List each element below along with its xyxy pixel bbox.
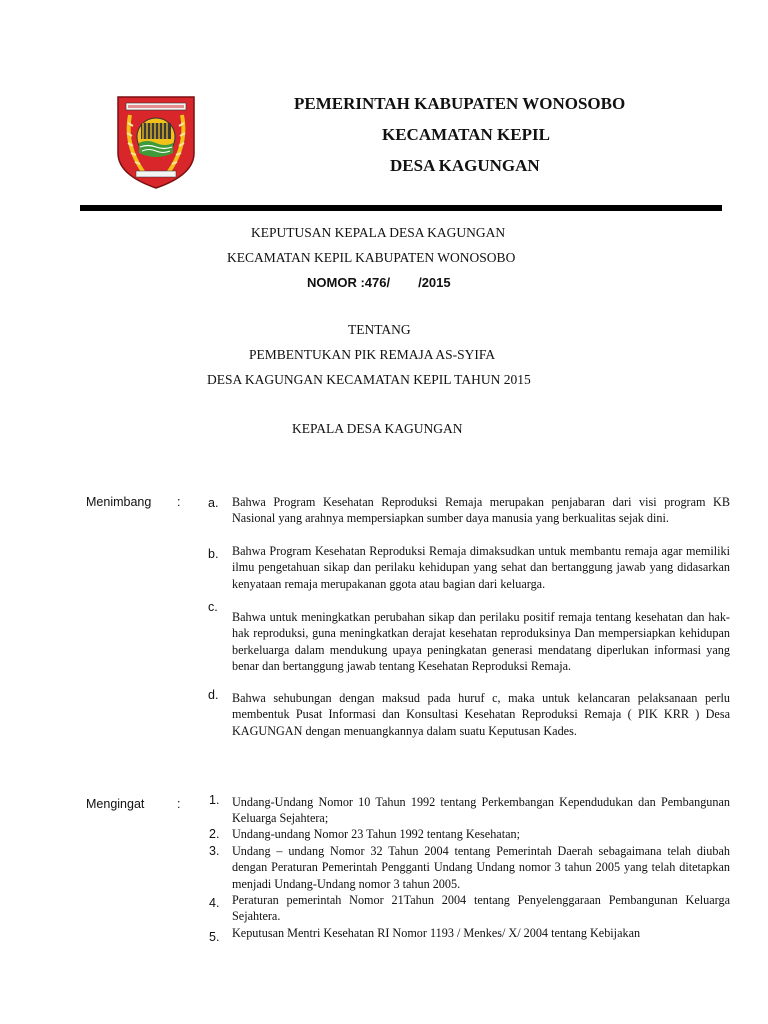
menimbang-item: Bahwa Program Kesehatan Reproduksi Remaja dimaksudkan untuk membantu remaja agar memiliki ilmu pengetahuan sikap dan perilaku kehidupan yang sehat dan bertanggung jawab yang didasarkan kenyataan remaja merupakanan ggota atau bagian dari keluarga. [232,544,730,591]
menimbang-marker: c. [208,600,218,614]
mengingat-item: Undang-Undang Nomor 10 Tahun 1992 tentang Perkembangan Kependudukan dan Pembangunan Keluarga Sejahtera; [232,795,730,826]
menimbang-marker: d. [208,688,219,702]
menimbang-label: Menimbang [86,495,152,509]
mengingat-item: Keputusan Mentri Kesehatan RI Nomor 1193 / Menkes/ X/ 2004 tentang Kebijakan [232,926,641,940]
mengingat-item: Undang – undang Nomor 32 Tahun 2004 tentang Pemerintah Daerah sebagaimana telah diubah dengan Peraturan Pemerintah Pengganti Undang Undang nomor 3 tahun 2005 yang telah ditetapkan menjadi Undang-Undang nomor 3 tahun 2005. [232,844,730,891]
menimbang-marker: b. [208,547,219,561]
mengingat-marker: 2. [209,827,220,841]
decree-issuer: KEPALA DESA KAGUNGAN [292,421,463,436]
decree-subject-location: DESA KAGUNGAN KECAMATAN KEPIL TAHUN 2015 [207,372,531,387]
mengingat-item: Peraturan pemerintah Nomor 21Tahun 2004 tentang Penyelenggaraan Pembangunan Keluarga Sejahtera. [232,893,730,924]
decree-number-label: NOMOR :476/ [307,275,391,290]
menimbang-item: Bahwa Program Kesehatan Reproduksi Remaja merupakan penjabaran dari visi program KB Nasional yang arahnya mempersiapkan sumber daya manusia yang berkualitas sejak dini. [232,495,730,526]
mengingat-marker: 5. [209,930,220,944]
decree-subtitle: KECAMATAN KEPIL KABUPATEN WONOSOBO [227,250,516,265]
menimbang-item: Bahwa sehubungan dengan maksud pada huruf c, maka untuk kelancaran pelaksanaan perlu membentuk Pusat Informasi dan Konsultasi Kesehatan Reproduksi Remaja ( PIK KRR ) Desa KAGUNGAN dengan menuangkannya dalam suatu Keputusan Kades. [232,691,730,738]
decree-title: KEPUTUSAN KEPALA DESA KAGUNGAN [251,225,506,240]
mengingat-colon: : [177,797,181,811]
decree-number [0,275,768,290]
mengingat-label: Mengingat [86,797,145,811]
decree-subject: PEMBENTUKAN PIK REMAJA AS-SYIFA [249,347,496,362]
decree-number-year: /2015 [418,275,451,290]
letterhead-rule [80,205,722,211]
mengingat-marker: 1. [209,793,220,807]
mengingat-marker: 3. [209,844,220,858]
mengingat-marker: 4. [209,896,220,910]
mengingat-item: Undang-undang Nomor 23 Tahun 1992 tentang Kesehatan; [232,827,520,841]
menimbang-colon: : [177,495,181,509]
letterhead-district: KECAMATAN KEPIL [382,125,550,144]
decree-about-heading: TENTANG [348,322,411,337]
menimbang-marker: a. [208,496,219,510]
letterhead-village: DESA KAGUNGAN [390,156,540,175]
letterhead-government: PEMERINTAH KABUPATEN WONOSOBO [294,94,626,113]
menimbang-item: Bahwa untuk meningkatkan perubahan sikap dan perilaku positif remaja tentang kesehatan dan hak-hak reproduksi, guna meningkatkan derajat kesehatan reproduksinya Dan mempersiapkan kehidupan berkeluarga dalam mendukung upaya peningkatan generasi mendatang diperlukan informasi yang benar dan bertanggung jawab tentang Kesehatan Reproduksi Remaja. [232,610,730,673]
